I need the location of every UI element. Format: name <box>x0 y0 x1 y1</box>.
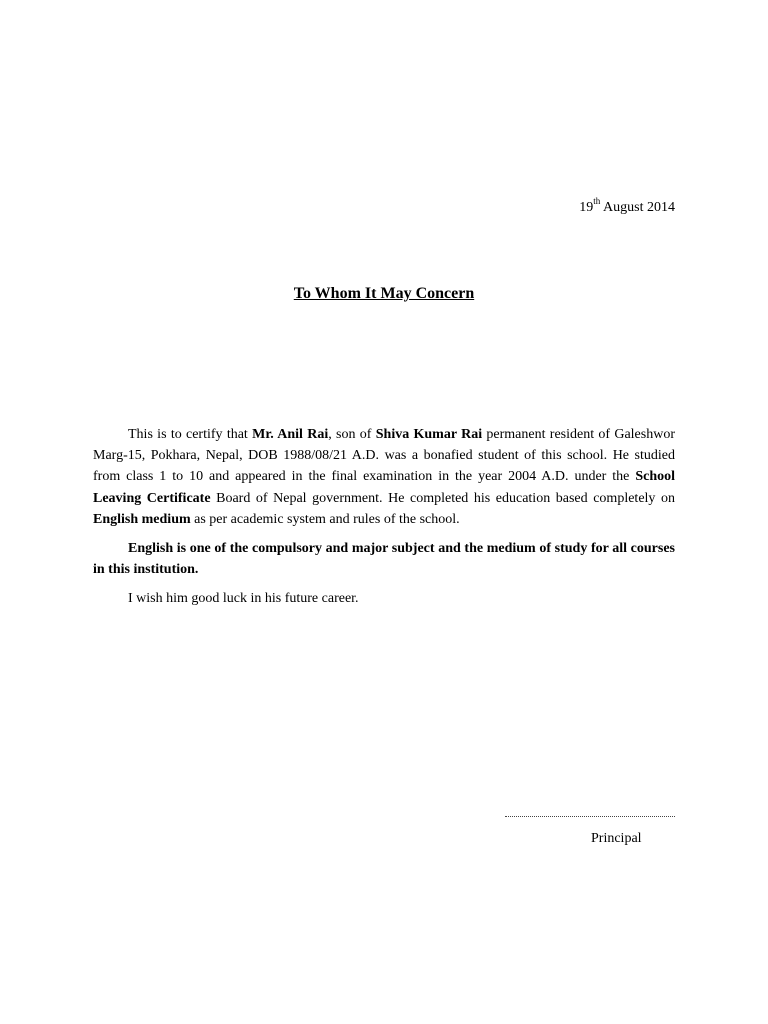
signatory-title: Principal <box>591 831 642 846</box>
signature-line <box>505 806 675 817</box>
para1-text-3: permanent resident of Galeshwor Marg-15, Pokhara, Nepal, DOB 1988/08/21 A.D. was a bonafied student of this school. He studied from class 1 to 10 and appeared in the final examination in the year 2004 A.D. under the <box>93 427 675 485</box>
para1-text-5: as per academic system and rules of the school. <box>190 511 460 527</box>
para1-text-4: Board of Nepal government. He completed his education based completely on <box>210 490 675 506</box>
letter-body <box>93 424 675 618</box>
date-month-year: August 2014 <box>600 200 675 215</box>
medium-of-study: English medium <box>93 511 191 527</box>
english-medium-statement <box>93 538 675 580</box>
certification-paragraph <box>93 424 675 530</box>
para1-text-2: , son of <box>328 427 376 442</box>
date-day: 19 <box>579 200 594 215</box>
letter-title: To Whom It May Concern <box>293 285 475 302</box>
closing-wishes: I wish him good luck in his future career. <box>128 591 359 607</box>
father-name: Shiva Kumar Rai <box>375 427 483 442</box>
date-ordinal-suffix: th <box>593 196 601 207</box>
english-medium-statement-text: English is one of the compulsory and major subject and the medium of study for all courses in this institution. <box>93 541 675 578</box>
letter-date <box>579 196 675 217</box>
student-name: Mr. Anil Rai <box>252 427 329 442</box>
board-name: School Leaving Certificate <box>93 469 675 506</box>
para1-text-1: This is to certify that <box>128 427 253 442</box>
